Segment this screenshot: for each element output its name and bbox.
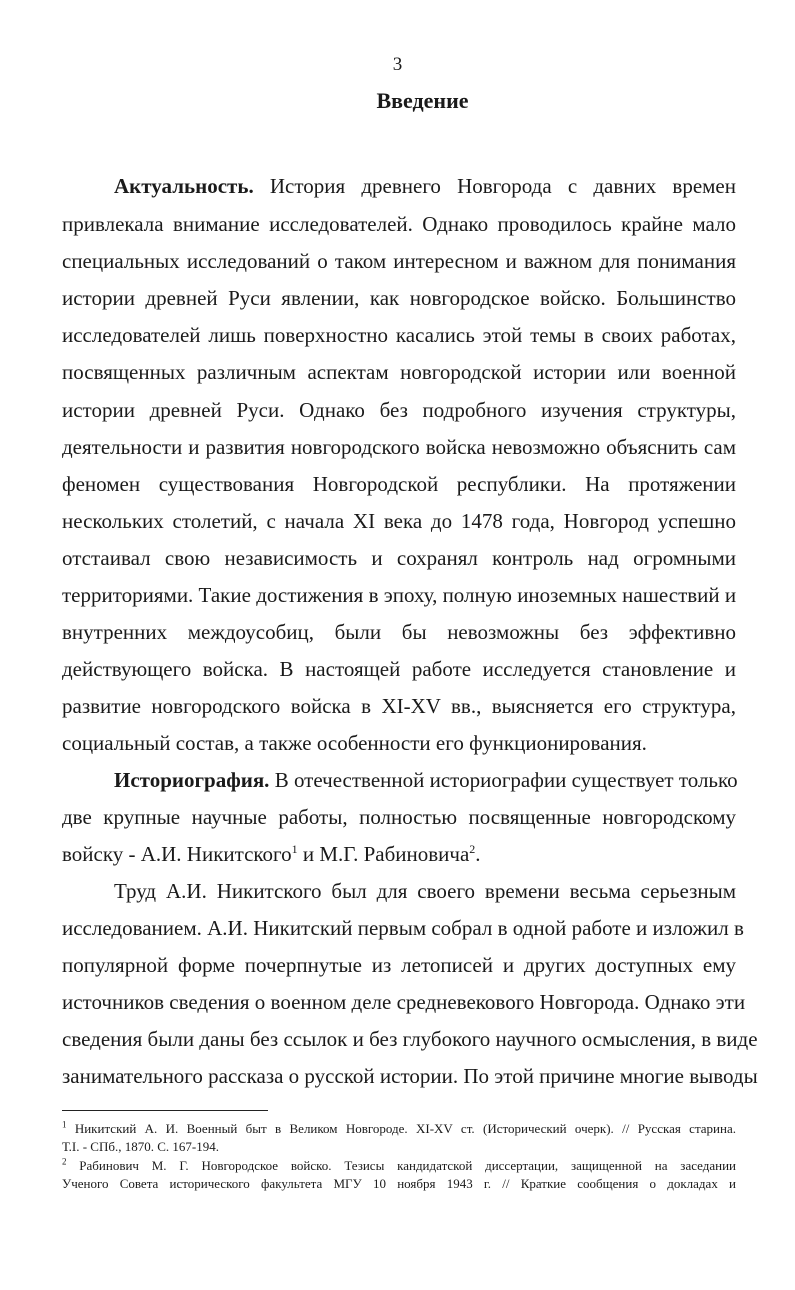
- text-run: В отечественной историографии существует только: [269, 768, 738, 792]
- text-run: войску - А.И. Никитского: [62, 842, 292, 866]
- paragraph-line: популярной форме почерпнутые из летописей и других доступных ему: [62, 953, 736, 977]
- paragraph-line: истории древней Руси явлении, как новгородское войско. Большинство: [62, 286, 736, 310]
- page-title: Введение: [376, 88, 469, 113]
- paragraph-line: территориями. Такие достижения в эпоху, полную иноземных нашествий и: [62, 583, 737, 607]
- paragraph-line: Труд А.И. Никитского был для своего времени весьма серьезным: [114, 879, 736, 903]
- paragraph-line: деятельности и развития новгородского войска невозможно объяснить сам: [62, 435, 736, 459]
- page-number: 3: [392, 54, 403, 75]
- text-run: История древнего Новгорода с давних времен: [253, 174, 736, 198]
- paragraph-line: две крупные научные работы, полностью посвященные новгородскому: [62, 805, 736, 829]
- paragraph-line: феномен существования Новгородской республики. На протяжении: [62, 472, 736, 496]
- footnote-separator: [62, 1110, 268, 1111]
- paragraph-line: социальный состав, а также особенности его функционирования.: [62, 731, 647, 755]
- section-heading-relevance: Актуальность.: [114, 174, 254, 198]
- footnote-line: Ученого Совета исторического факультета МГУ 10 ноября 1943 г. // Краткие сообщения о докладах и: [62, 1176, 736, 1191]
- footnote-line: Т.I. - СПб., 1870. С. 167-194.: [62, 1139, 219, 1154]
- paragraph-line: привлекала внимание исследователей. Однако проводилось крайне мало: [62, 212, 736, 236]
- paragraph-line: источников сведения о военном деле средневекового Новгорода. Однако эти: [62, 990, 746, 1014]
- footnote-ref[interactable]: 2: [469, 842, 476, 856]
- paragraph-line: [114, 172, 736, 200]
- paragraph-line: посвященных различным аспектам новгородской истории или военной: [62, 360, 736, 384]
- text-run: и М.Г. Рабиновича: [297, 842, 470, 866]
- paragraph-line: нескольких столетий, с начала XI века до 1478 года, Новгород успешно: [62, 509, 736, 533]
- footnote-text: Никитский А. И. Военный быт в Великом Новгороде. XI-XV ст. (Исторический очерк). // Русская старина.: [66, 1121, 736, 1136]
- footnote-line: [62, 1120, 736, 1138]
- paragraph-line: действующего войска. В настоящей работе исследуется становление и: [62, 657, 736, 681]
- paragraph-line: истории древней Руси. Однако без подробного изучения структуры,: [62, 398, 736, 422]
- paragraph-line: [62, 840, 736, 868]
- paragraph-line: занимательного рассказа о русской истории. По этой причине многие выводы: [62, 1064, 758, 1088]
- footnote-text: Рабинович М. Г. Новгородское войско. Тезисы кандидатской диссертации, защищенной на заседании: [66, 1158, 736, 1173]
- footnote-ref[interactable]: 1: [291, 842, 298, 856]
- paragraph-line: развитие новгородского войска в XI-XV вв., выясняется его структура,: [62, 694, 736, 718]
- paragraph-line: [114, 766, 736, 794]
- footnote-mark: 2: [62, 1156, 67, 1167]
- paragraph-line: внутренних междоусобиц, были бы невозможны без эффективно: [62, 620, 736, 644]
- paragraph-line: специальных исследований о таком интересном и важном для понимания: [62, 249, 736, 273]
- paragraph-line: исследователей лишь поверхностно касались этой темы в своих работах,: [62, 323, 736, 347]
- paragraph-line: сведения были даны без ссылок и без глубокого научного осмысления, в виде: [62, 1027, 758, 1051]
- paragraph-line: исследованием. А.И. Никитский первым собрал в одной работе и изложил в: [62, 916, 744, 940]
- footnote-mark: 1: [62, 1119, 67, 1130]
- paragraph-line: отстаивал свою независимость и сохранял контроль над огромными: [62, 546, 736, 570]
- text-run: .: [475, 842, 481, 866]
- section-heading-historiography: Историография.: [114, 768, 270, 792]
- footnote-line: [62, 1157, 736, 1175]
